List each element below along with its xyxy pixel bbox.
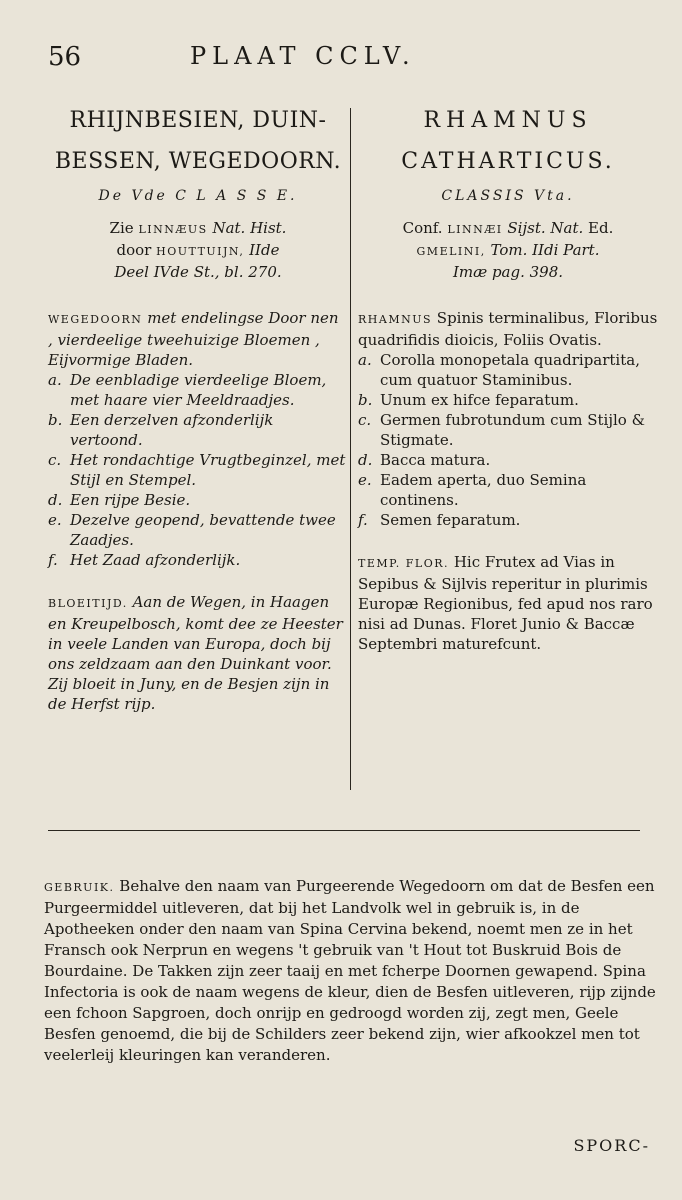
ref-author: LINNÆI [447,223,503,236]
item-text: Eadem aperta, duo Semina continens. [380,471,587,509]
column-divider [350,108,351,790]
bloei-text: Aan de Wegen, in Haagen en Kreupelbosch, komt dee ze Heester in veele Landen van Europa, doch bij ons zeldzaam aan den Duinkant voor. Zij bloeit in Juny, en de Besjen zijn in de Herfst rijp. [48,593,343,713]
list-item [358,390,658,410]
item-text: Een rijpe Besie. [70,491,191,509]
list-item [48,450,348,490]
right-title-line-2: CATHARTICUS. [401,149,615,174]
left-description [48,308,348,370]
list-item [358,350,658,390]
ref-work: Sijst. Nat. [507,219,584,237]
item-text: Unum ex hifce feparatum. [380,391,579,409]
item-text: Het rondachtige Vrugtbeginzel, met Stijl en Stempel. [70,451,346,489]
item-text: Het Zaad afzonderlijk. [70,551,241,569]
item-text: Corolla monopetala quadripartita, cum quatuor Staminibus. [380,351,640,389]
list-item [48,490,348,510]
left-reference [48,218,348,282]
item-label: d. [358,451,373,469]
left-classe: De Vde C L A S S E. [98,188,298,204]
gebruik-paragraph [44,876,656,1066]
ref-author: LINNÆUS [138,223,208,236]
left-figure-list [48,370,348,570]
item-label: b. [48,411,63,429]
list-item [48,410,348,450]
item-text: Een derzelven afzonderlijk vertoond. [70,411,274,449]
item-label: c. [48,451,62,469]
list-item [48,510,348,550]
right-column [358,108,658,654]
left-bloeitijd [48,592,348,714]
right-reference [358,218,658,282]
gebruik-text: Behalve den naam van Purgeerende Wegedoorn om dat de Besfen een Purgeermiddel uitleveren, dat bij het Landvolk wel in gebruik is, in de Apotheeken onder den naam van Spina Cervina bekend, noemt men ze in het Fransch ook Nerprun en wegens 't gebruik van 't Hout tot Buskruid Bois de Bourdaine. De Takken zijn zeer taaij en met fcherpe Doornen gewapend. Spina Infectoria is ook de naam wegens de kleur, dien de Besfen uitleveren, rijp zijnde een fchoon Sapgroen, doch onrijp en gedroogd worden zij, zegt men, Geele Besfen genoemd, die bij de Schilders zeer bekend zijn, wier afkookzel men tot veelerleij kleuringen kan veranderen. [44,877,656,1064]
list-item [358,510,658,530]
desc-head: WEGEDOORN [48,313,143,326]
item-label: f. [48,551,58,569]
ref-part: IIde [249,241,280,259]
item-text: Germen fubrotundum cum Stijlo & Stigmate. [380,411,645,449]
item-text: Dezelve geopend, bevattende twee Zaadjes. [70,511,336,549]
page-number: 56 [48,42,82,72]
bloei-head: BLOEITIJD. [48,597,128,610]
item-text: Bacca matura. [380,451,491,469]
ref-text: Conf. [402,219,443,237]
item-text: Semen feparatum. [380,511,521,529]
right-description [358,308,658,350]
temp-head: TEMP. FLOR. [358,557,450,570]
left-column [48,108,348,714]
item-label: e. [48,511,62,529]
item-label: a. [358,351,372,369]
desc-head: RHAMNUS [358,313,433,326]
list-item [48,370,348,410]
ref-volume: Deel IVde St., bl. 270. [114,263,282,281]
desc-text: Spinis terminalibus, Floribus quadrifidis dioicis, Foliis Ovatis. [358,309,658,349]
ref-part: Tom. IIdi Part. [490,241,600,259]
item-label: e. [358,471,372,489]
list-item [358,470,658,510]
plate-title: PLAAT CCLV. [190,42,416,70]
section-divider [48,830,640,831]
ref-text: Ed. [588,219,614,237]
item-label: c. [358,411,372,429]
ref-page: Imæ pag. 398. [452,263,564,281]
ref-author: HOUTTUIJN, [156,245,245,258]
catchword: SPORC- [573,1136,650,1155]
list-item [48,550,348,570]
ref-work: Nat. Hist. [212,219,287,237]
right-figure-list [358,350,658,530]
ref-text: door [116,241,152,259]
item-text: De eenbladige vierdeelige Bloem, met haare vier Meeldraadjes. [70,371,327,409]
desc-text: met endelingse Door nen , vierdeelige tweehuizige Bloemen , Eijvormige Bladen. [48,309,339,369]
gebruik-head: GEBRUIK. [44,881,115,894]
ref-author: GMELINI, [416,245,486,258]
item-label: f. [358,511,368,529]
right-classis: CLASSIS Vta. [441,188,575,204]
right-title-line-1: RHAMNUS [423,108,593,133]
right-temp-flor [358,552,658,654]
item-label: b. [358,391,373,409]
temp-text: Hic Frutex ad Vias in Sepibus & Sijlvis reperitur in plurimis Europæ Regionibus, fed apud nos raro nisi ad Dunas. Floret Junio & Baccæ Septembri maturefcunt. [358,553,653,653]
ref-text: Zie [109,219,134,237]
list-item [358,450,658,470]
list-item [358,410,658,450]
item-label: a. [48,371,62,389]
item-label: d. [48,491,63,509]
left-title-line-2: BESSEN, WEGEDOORN. [54,149,342,174]
left-title-line-1: RHIJNBESIEN, DUIN- [69,108,327,133]
